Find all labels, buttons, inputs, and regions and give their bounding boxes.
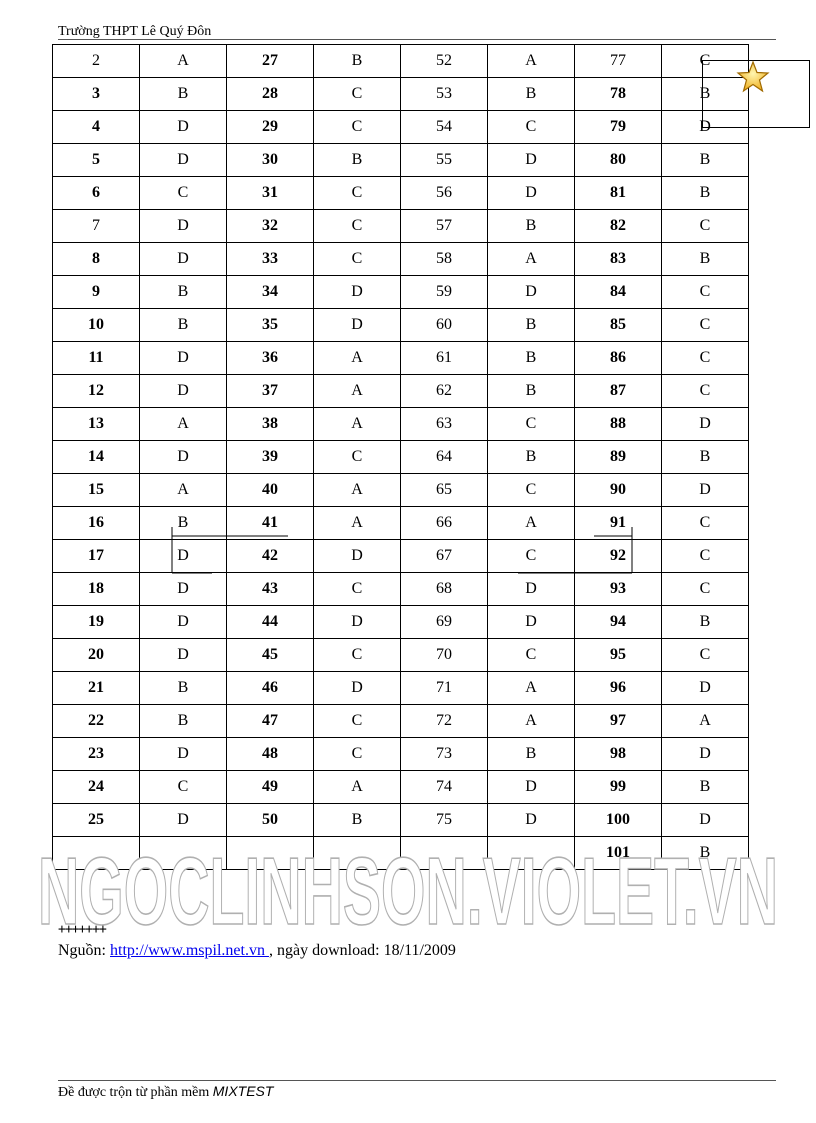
- answer-letter: A: [314, 771, 401, 804]
- answer-letter: C: [140, 771, 227, 804]
- question-number: 48: [227, 738, 314, 771]
- answer-letter: D: [140, 606, 227, 639]
- question-number: 54: [401, 111, 488, 144]
- question-number: 2: [53, 45, 140, 78]
- question-number: 71: [401, 672, 488, 705]
- answer-letter: B: [662, 771, 749, 804]
- answer-letter: D: [140, 243, 227, 276]
- question-number: 28: [227, 78, 314, 111]
- question-number: 89: [575, 441, 662, 474]
- question-number: 43: [227, 573, 314, 606]
- answer-row: [53, 78, 749, 111]
- question-number: 5: [53, 144, 140, 177]
- footer: [58, 1083, 273, 1101]
- question-number: 69: [401, 606, 488, 639]
- answer-key-table: [52, 44, 749, 870]
- question-number: 31: [227, 177, 314, 210]
- answer-letter: D: [662, 738, 749, 771]
- question-number: 3: [53, 78, 140, 111]
- footer-text: Đề được trộn từ phần mềm: [58, 1085, 210, 1100]
- question-number: 37: [227, 375, 314, 408]
- answer-row: [53, 177, 749, 210]
- question-number: 58: [401, 243, 488, 276]
- question-number: 67: [401, 540, 488, 573]
- question-number: 49: [227, 771, 314, 804]
- answer-letter: D: [140, 804, 227, 837]
- question-number: 56: [401, 177, 488, 210]
- question-number: 8: [53, 243, 140, 276]
- question-number: 29: [227, 111, 314, 144]
- answer-row: [53, 342, 749, 375]
- answer-letter: D: [488, 804, 575, 837]
- question-number: 38: [227, 408, 314, 441]
- answer-letter: C: [662, 210, 749, 243]
- question-number: 60: [401, 309, 488, 342]
- answer-letter: D: [140, 144, 227, 177]
- question-number: 83: [575, 243, 662, 276]
- answer-letter: C: [314, 573, 401, 606]
- answer-row: [53, 111, 749, 144]
- answer-row: [53, 507, 749, 540]
- question-number: 98: [575, 738, 662, 771]
- answer-letter: C: [314, 210, 401, 243]
- answer-row: [53, 738, 749, 771]
- watermark-text: NGOCLINHSON.VIOLET.VN: [38, 842, 778, 934]
- answer-letter: C: [662, 573, 749, 606]
- question-number: 65: [401, 474, 488, 507]
- answer-letter: B: [662, 144, 749, 177]
- answer-row: [53, 573, 749, 606]
- answer-letter: B: [662, 441, 749, 474]
- source-date: , ngày download: 18/11/2009: [268, 942, 456, 959]
- answer-letter: C: [140, 177, 227, 210]
- answer-letter: D: [662, 111, 749, 144]
- question-number: 19: [53, 606, 140, 639]
- answer-letter: B: [488, 210, 575, 243]
- question-number: 95: [575, 639, 662, 672]
- question-number: 91: [575, 507, 662, 540]
- answer-letter: B: [140, 78, 227, 111]
- answer-letter: B: [140, 705, 227, 738]
- answer-letter: C: [662, 45, 749, 78]
- question-number: 30: [227, 144, 314, 177]
- question-number: 20: [53, 639, 140, 672]
- answer-key-body: [53, 45, 749, 870]
- answer-letter: D: [314, 606, 401, 639]
- answer-letter: C: [314, 177, 401, 210]
- question-number: 78: [575, 78, 662, 111]
- question-number: 41: [227, 507, 314, 540]
- question-number: 44: [227, 606, 314, 639]
- question-number: 75: [401, 804, 488, 837]
- question-number: 99: [575, 771, 662, 804]
- answer-letter: C: [662, 639, 749, 672]
- answer-letter: A: [314, 342, 401, 375]
- answer-letter: B: [662, 243, 749, 276]
- answer-letter: C: [662, 375, 749, 408]
- question-number: 55: [401, 144, 488, 177]
- answer-letter: C: [314, 78, 401, 111]
- question-number: 36: [227, 342, 314, 375]
- answer-row: [53, 705, 749, 738]
- question-number: 6: [53, 177, 140, 210]
- answer-letter: C: [488, 474, 575, 507]
- question-number: 33: [227, 243, 314, 276]
- answer-letter: D: [140, 342, 227, 375]
- header-rule: [58, 39, 776, 40]
- answer-letter: B: [488, 309, 575, 342]
- answer-letter: D: [314, 540, 401, 573]
- answer-letter: C: [488, 639, 575, 672]
- question-number: 53: [401, 78, 488, 111]
- question-number: 85: [575, 309, 662, 342]
- answer-letter: A: [488, 45, 575, 78]
- answer-letter: C: [662, 507, 749, 540]
- footer-software: MIXTEST: [212, 1083, 274, 1099]
- answer-letter: B: [488, 441, 575, 474]
- answer-letter: D: [314, 309, 401, 342]
- answer-letter: D: [140, 738, 227, 771]
- answer-letter: A: [314, 507, 401, 540]
- answer-letter: C: [662, 276, 749, 309]
- question-number: 46: [227, 672, 314, 705]
- question-number: 84: [575, 276, 662, 309]
- question-number: 61: [401, 342, 488, 375]
- answer-letter: B: [140, 276, 227, 309]
- answer-letter: A: [314, 408, 401, 441]
- question-number: 81: [575, 177, 662, 210]
- answer-letter: D: [140, 111, 227, 144]
- answer-letter: B: [140, 672, 227, 705]
- answer-row: [53, 408, 749, 441]
- question-number: 90: [575, 474, 662, 507]
- question-number: 80: [575, 144, 662, 177]
- answer-letter: A: [314, 375, 401, 408]
- answer-letter: D: [488, 276, 575, 309]
- question-number: 11: [53, 342, 140, 375]
- question-number: 101: [575, 837, 662, 870]
- answer-letter: D: [314, 672, 401, 705]
- answer-row: [53, 474, 749, 507]
- answer-letter: D: [140, 441, 227, 474]
- answer-letter: B: [488, 78, 575, 111]
- question-number: 10: [53, 309, 140, 342]
- question-number: 25: [53, 804, 140, 837]
- answer-letter: A: [140, 474, 227, 507]
- question-number: 22: [53, 705, 140, 738]
- school-name: Trường THPT Lê Quý Đôn: [58, 24, 212, 39]
- answer-letter: D: [140, 210, 227, 243]
- question-number: 27: [227, 45, 314, 78]
- answer-letter: A: [488, 243, 575, 276]
- question-number: 24: [53, 771, 140, 804]
- question-number: 34: [227, 276, 314, 309]
- answer-row: [53, 309, 749, 342]
- answer-letter: B: [662, 177, 749, 210]
- answer-letter: C: [488, 540, 575, 573]
- source-link[interactable]: http://www.mspil.net.vn: [110, 942, 269, 959]
- question-number: 14: [53, 441, 140, 474]
- question-number: 93: [575, 573, 662, 606]
- answer-letter: D: [662, 408, 749, 441]
- question-number: 52: [401, 45, 488, 78]
- answer-letter: A: [488, 507, 575, 540]
- answer-letter: B: [488, 738, 575, 771]
- question-number: 68: [401, 573, 488, 606]
- question-number: 18: [53, 573, 140, 606]
- answer-letter: C: [314, 111, 401, 144]
- question-number: 77: [575, 45, 662, 78]
- question-number: 72: [401, 705, 488, 738]
- answer-letter: D: [140, 375, 227, 408]
- answer-letter: C: [314, 738, 401, 771]
- answer-row: [53, 804, 749, 837]
- star-icon: [736, 60, 770, 94]
- answer-row: [53, 375, 749, 408]
- answer-letter: D: [662, 474, 749, 507]
- answer-letter: C: [314, 705, 401, 738]
- question-number: 15: [53, 474, 140, 507]
- answer-letter: D: [314, 276, 401, 309]
- question-number: 40: [227, 474, 314, 507]
- question-number: 96: [575, 672, 662, 705]
- answer-row: [53, 540, 749, 573]
- answer-letter: D: [140, 639, 227, 672]
- question-number: 39: [227, 441, 314, 474]
- answer-letter: D: [662, 804, 749, 837]
- answer-letter: C: [314, 441, 401, 474]
- answer-row: [53, 45, 749, 78]
- question-number: 7: [53, 210, 140, 243]
- answer-letter: C: [662, 342, 749, 375]
- answer-row: [53, 771, 749, 804]
- question-number: 12: [53, 375, 140, 408]
- answer-letter: B: [314, 144, 401, 177]
- answer-letter: A: [488, 705, 575, 738]
- question-number: 47: [227, 705, 314, 738]
- question-number: 17: [53, 540, 140, 573]
- answer-row: [53, 672, 749, 705]
- answer-row: [53, 144, 749, 177]
- answer-row: [53, 210, 749, 243]
- answer-letter: D: [140, 540, 227, 573]
- answer-row: [53, 276, 749, 309]
- question-number: 50: [227, 804, 314, 837]
- answer-letter: D: [488, 573, 575, 606]
- question-number: 73: [401, 738, 488, 771]
- question-number: 82: [575, 210, 662, 243]
- question-number: 70: [401, 639, 488, 672]
- answer-row: [53, 639, 749, 672]
- answer-letter: C: [314, 243, 401, 276]
- question-number: 92: [575, 540, 662, 573]
- question-number: 100: [575, 804, 662, 837]
- answer-letter: B: [662, 606, 749, 639]
- question-number: 32: [227, 210, 314, 243]
- answer-row: [53, 606, 749, 639]
- answer-letter: A: [662, 705, 749, 738]
- question-number: 59: [401, 276, 488, 309]
- answer-letter: D: [662, 672, 749, 705]
- question-number: 23: [53, 738, 140, 771]
- question-number: 57: [401, 210, 488, 243]
- answer-letter: D: [488, 177, 575, 210]
- answer-row: [53, 441, 749, 474]
- answer-letter: C: [662, 309, 749, 342]
- question-number: 16: [53, 507, 140, 540]
- question-number: 9: [53, 276, 140, 309]
- question-number: 13: [53, 408, 140, 441]
- answer-letter: C: [314, 639, 401, 672]
- answer-letter: B: [488, 342, 575, 375]
- answer-letter: B: [662, 837, 749, 870]
- answer-letter: B: [140, 507, 227, 540]
- answer-letter: B: [314, 45, 401, 78]
- answer-letter: D: [488, 771, 575, 804]
- question-number: 66: [401, 507, 488, 540]
- answer-letter: B: [662, 78, 749, 111]
- question-number: 4: [53, 111, 140, 144]
- answer-letter: B: [140, 309, 227, 342]
- question-number: 88: [575, 408, 662, 441]
- answer-letter: B: [488, 375, 575, 408]
- source-line: [58, 942, 456, 960]
- answer-letter: D: [488, 144, 575, 177]
- question-number: 21: [53, 672, 140, 705]
- question-number: 45: [227, 639, 314, 672]
- answer-letter: A: [140, 408, 227, 441]
- answer-letter: C: [662, 540, 749, 573]
- question-number: 35: [227, 309, 314, 342]
- tick-marks: +++++++: [58, 922, 106, 937]
- answer-letter: D: [140, 573, 227, 606]
- question-number: 74: [401, 771, 488, 804]
- question-number: 87: [575, 375, 662, 408]
- question-number: 63: [401, 408, 488, 441]
- question-number: 97: [575, 705, 662, 738]
- question-number: 62: [401, 375, 488, 408]
- question-number: 64: [401, 441, 488, 474]
- answer-letter: A: [314, 474, 401, 507]
- answer-letter: D: [488, 606, 575, 639]
- answer-letter: C: [488, 111, 575, 144]
- question-number: 42: [227, 540, 314, 573]
- answer-letter: B: [314, 804, 401, 837]
- footer-rule: [58, 1080, 776, 1081]
- question-number: 79: [575, 111, 662, 144]
- answer-row: [53, 243, 749, 276]
- question-number: 94: [575, 606, 662, 639]
- answer-letter: A: [488, 672, 575, 705]
- answer-letter: C: [488, 408, 575, 441]
- watermark: [34, 842, 782, 934]
- answer-letter: A: [140, 45, 227, 78]
- source-label: Nguồn:: [58, 942, 106, 959]
- question-number: 86: [575, 342, 662, 375]
